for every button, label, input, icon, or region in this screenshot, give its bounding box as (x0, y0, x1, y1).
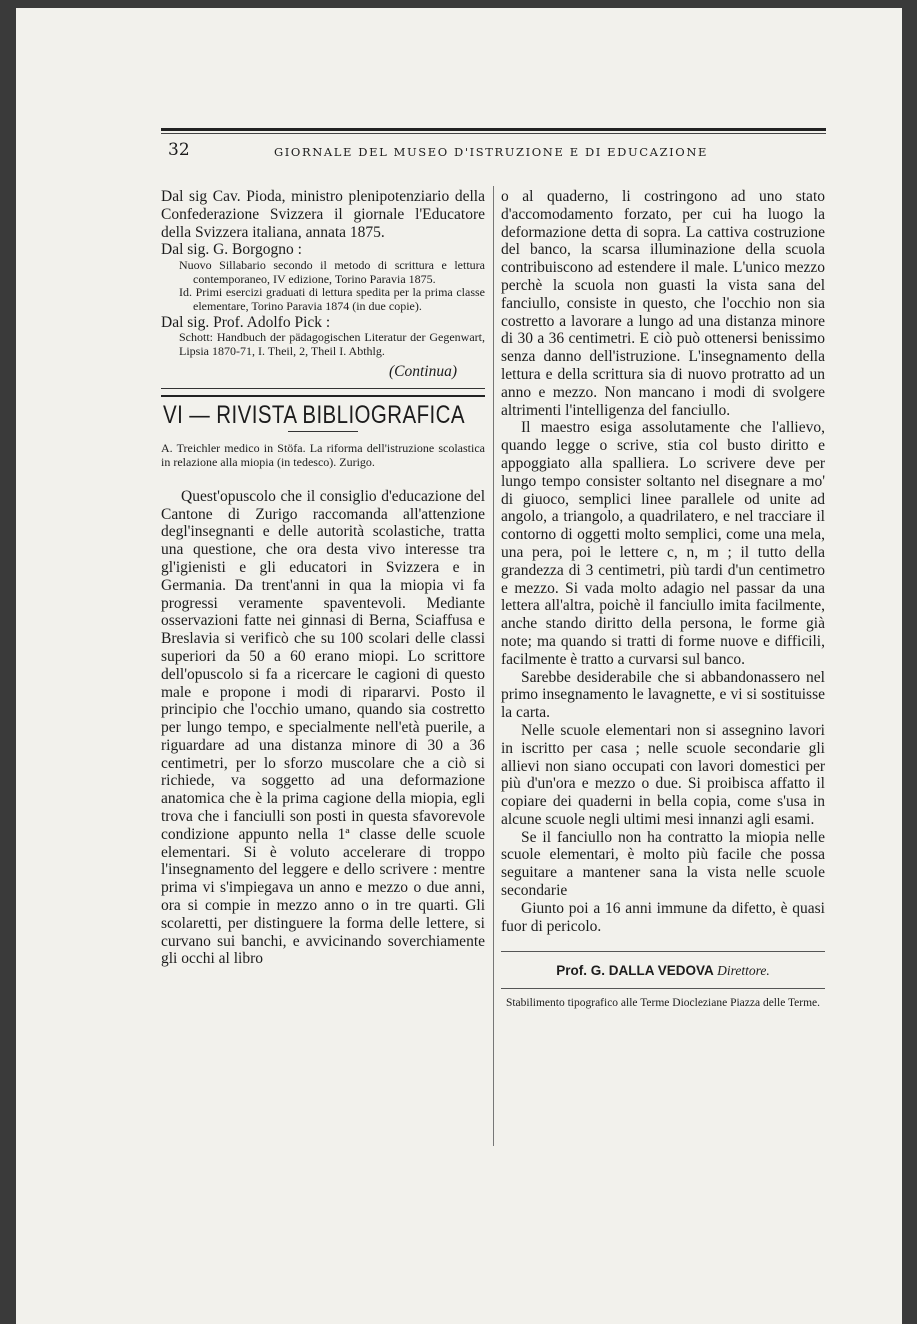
printer-imprint: Stabilimento tipografico alle Terme Diocleziane Piazza delle Terme. (505, 997, 821, 1010)
book-entry: Nuovo Sillabario secondo il metodo di scrittura e lettura contemporaneo, IV edizione, Torino Paravia 1875. (179, 258, 485, 286)
book-entry: Schott: Handbuch der pädagogischen Literatur der Gegenwart, Lipsia 1870-71, I. Theil, 2, Theil I. Abthlg. (179, 330, 485, 358)
right-column (501, 188, 825, 1010)
donor-entry-pick: Dal sig. Prof. Adolfo Pick : (161, 313, 331, 331)
short-divider (288, 431, 358, 432)
page-number: 32 (168, 140, 190, 160)
book-entry: Id. Primi esercizi graduati di lettura spedita per la prima classe elementare, Torino Paravia 1874 (in due copie). (179, 285, 485, 313)
review-paragraph: Nelle scuole elementari non si assegnino lavori in iscritto per casa ; nelle scuole secondarie gli allievi non siano occupati con lavori domestici per più d'un'ora e mezzo o due. Si proibisca affatto il copiare dei quaderni in bella copia, come s'usa in alcune scuole negli ultimi mesi innanzi agli esami. (501, 721, 825, 828)
signature-divider (501, 951, 825, 952)
imprint-divider (501, 988, 825, 989)
review-paragraph: Sarebbe desiderabile che si abbandonassero nel primo insegnamento le lavagnette, e vi si sostituisse la carta. (501, 668, 825, 722)
signature-name: Prof. G. DALLA VEDOVA (556, 963, 714, 979)
signature-role: Direttore. (717, 963, 770, 979)
review-paragraph: Quest'opuscolo che il consiglio d'educazione del Cantone di Zurigo raccomanda all'attenzione degl'insegnanti e delle autorità scolastiche, tratta una questione, che ora desta vivo interesse tra gl'igienisti e gli educatori in Svizzera e in Germania. Da trent'anni in qua la miopia vi fa progressi veramente spaventevoli. Mediante osservazioni fatte nei ginnasi di Berna, Sciaffusa e Breslavia si verificò che su 100 scolari delle classi superiori da 50 a 60 erano miopi. Lo scrittore dell'opuscolo si fa a ricercare le cagioni di questo male e propone i modi di ripararvi. Posto il principio che l'occhio umano, quando sia costretto per lungo tempo, e specialmente nell'età puerile, a riguardare ad una distanza minore di 30 a 36 centimetri, per lo sforzo muscolare che a ciò si richiede, va soggetto ad una deformazione anatomica che è la prima cagione della miopia, egli trova che i fanciulli son posti in questa sfavorevole condizione appunto nella 1ª classe delle scuole elementari. Si è voluto accelerare di troppo l'insegnamento del leggere e dello scrivere : mentre prima vi s'impiegava un anno e mezzo o due anni, ora si compie in mezzo anno o in tre quarti. Gli scolaretti, per distinguere la forma delle lettere, si curvano sui banchi, e avvicinando soverchiamente gli occhi al libro (161, 487, 485, 968)
left-column (161, 188, 485, 968)
signature (501, 962, 825, 980)
donor-entry-pioda: Dal sig Cav. Pioda, ministro plenipotenziario della Confederazione Svizzera il giornale l'Educatore della Svizzera italiana, annata 1875. (161, 188, 485, 241)
section-divider (161, 388, 485, 397)
review-paragraph: Il maestro esiga assolutamente che l'allievo, quando legge o scrive, stia col busto diritto e appoggiato alla spalliera. Lo scrivere deve per lungo tempo consister soltanto nel disegnare a mo' di giuoco, semplici linee parallele od unite ad angolo, a triangolo, a quadrilatero, e nel tracciare il contorno di oggetti molto semplici, come una mela, una pera, poi le lettere c, n, m ; il tutto della grandezza di 3 centimetri, più tardi d'un centimetro e mezzo. Si vada molto adagio nel passar da una lettera all'altra, poichè il fanciullo imita facilmente, anche stando diritto della persona, le forme già note; ma quando si tratti di forme nuove e difficili, facilmente è tratto a curvarsi sul banco. (501, 419, 825, 668)
running-title: GIORNALE DEL MUSEO D'ISTRUZIONE E DI EDUCAZIONE (274, 145, 708, 159)
review-paragraph: Se il fanciullo non ha contratto la miopia nelle scuole elementari, è molto più facile che possa seguitare a mantener sana la vista nelle scuole secondarie (501, 828, 825, 900)
review-paragraph: o al quaderno, li costringono ad uno stato d'accomodamento forzato, per cui ha luogo la deformazione detta di sopra. La cattiva costruzione del banco, la scarsa illuminazione della scuola contribuiscono ad estendere il male. L'unico mezzo perchè la scuola non guasti la vista sana del fanciullo, consiste in questo, che l'occhio non sia costretto a lavorare a lungo ad una distanza minore di 30 a 36 centimetri. E ciò può ottenersi benissimo senza danno dell'istruzione. L'insegnamento della lettura e della scrittura sia di nuovo protratto ad un anno e mezzo. Non mancano i modi di svolgere altrimenti l'intelligenza del fanciullo. (501, 188, 825, 419)
document-page (16, 8, 902, 1324)
review-paragraph: Giunto poi a 16 anni immune da difetto, è quasi fuor di pericolo. (501, 899, 825, 935)
header-rule-thin (161, 133, 826, 134)
column-separator (493, 186, 494, 1146)
header-rule (161, 128, 826, 131)
bibliography-entry: A. Treichler medico in Stöfa. La riforma dell'istruzione scolastica in relazione alla miopia (in tedesco). Zurigo. (161, 441, 485, 469)
section-title: VI — RIVISTA BIBLIOGRAFICA (163, 401, 465, 430)
donor-entry-borgogno: Dal sig. G. Borgogno : (161, 241, 302, 259)
continua-note: (Continua) (388, 362, 457, 380)
